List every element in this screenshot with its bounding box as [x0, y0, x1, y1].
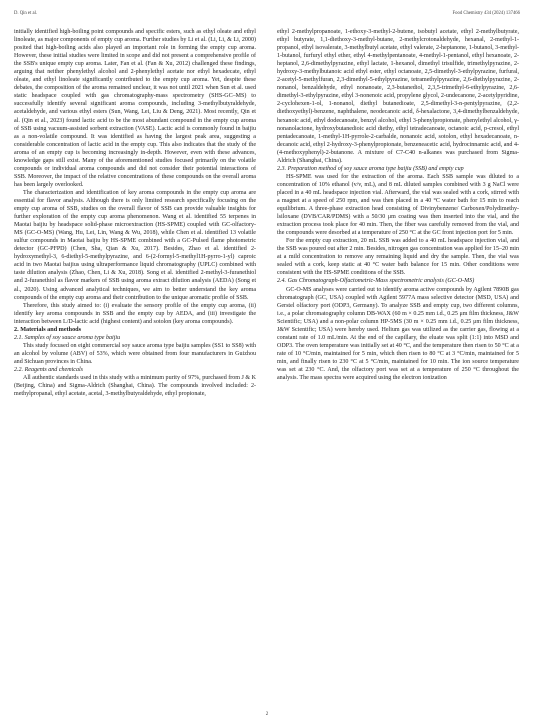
- right-column: [277, 28, 519, 710]
- subsection-heading: 2.3. Preparation method of soy sauce aroma type baijiu (SSB) and empty cup: [277, 165, 464, 172]
- subsection-heading: 2.1. Samples of soy sauce aroma type baijiu: [14, 334, 121, 341]
- header-authors: D. Qin et al.: [14, 11, 38, 16]
- subsection-heading: 2.2. Reagents and chemicals: [14, 366, 84, 373]
- header-journal: Food Chemistry 434 (2024) 137466: [452, 11, 520, 16]
- left-column: [14, 28, 256, 710]
- paragraph: The characterization and identification of key aroma compounds in the empty cup aroma are essential for flavor analysis. Although there is only limited research specifically focusing on the empty cup aroma of SSB, studies on the overall flavor of SSB can provide valuable insights for further exploration of the empty cup aroma phenomenon. Wang et al. identified 55 terpenes in Maotai baijiu by headspace solid-phase microextraction (HS-SPME) coupled with GC-olfactory-MS (GC-O-MS) (Wang, Hu, Lei, Lin, Wang & Wu, 2018), while Chen et al. identified 13 volatile sulfur compounds in Maotai baijiu by HS-SPME combined with a GC-Pulsed flame photometric detector (GC-PFPD) (Chen, Sha, Qian & Xu, 2017). Besides, Zhao et al. identified 2-hydroxymethyl-3, 6-diethyl-5-methylpyrazine, and 6-(2-formyl-5-methyl1H-pyrro-1-yl) caproic acid in two Maotai baijius using ultraperformance liquid chromatography (UPLC) combined with taste dilution analysis (Zhao, Chen, Li & Xu, 2018). Song et al. identified 2-methyl-3-furanethiol and 2-furanethiol as flavor markers of SSB using aroma extract dilution analysis (AEDA) (Song et al., 2020). Using advanced analytical techniques, we aim to better understand the key aroma compounds of the empty cup aroma and their contribution to the unique aromatic profile of SSB.: [14, 189, 256, 301]
- page-number: 2: [265, 712, 269, 717]
- paragraph: Therefore, this study aimed to: (i) evaluate the sensory profile of the empty cup aroma, (ii) identify key aroma compounds in SSB and the empty cup by AEDA, and (iii) investigate the interaction between L/D-lactic acid (highest content) and sotolon (key aroma compounds).: [14, 302, 256, 325]
- paragraph: For the empty cup extraction, 20 mL SSB was added to a 40 mL headspace injection vial, and the SSB was poured out after 2 min. Besides, nitrogen gas concentration was applied for 15–20 min at a mild concentration to remove any remaining liquid and dry the sample. Then, the vial was sealed with a cork, keep static at 40 °C water bath balance for 15 min. Other conditions were consistent with the HS-SPME conditions of the SSB.: [277, 238, 519, 277]
- paragraph: initially identified high-boiling point compounds and specific esters, such as ethyl oleate and ethyl linoleate, as major components of empty cup aroma. Further studies by Li et al. (Li, Li, & Li, 2000) posited that high-boiling acids also played an important role in forming the empty cup aroma. However, these initial studies were limited in scope and did not present a comprehensive profile of the SSB's unique empty cup aroma. Later, Fan et al. (Fan & Xu, 2012) challenged these findings, arguing that neither phenylethyl alcohol and 2-phenylethyl acetate nor ethyl hexadecate, ethyl oleate, and ethyl linoleate significantly contributed to the empty cup aroma. Yet, despite these debates, the composition of the aroma remained unclear, it was not until 2021 when Sun et al. used static headspace coupled with gas chromatography-mass spectrometry (SHS-GC–MS) to successfully identify several significant aroma compounds, including 3-methylbutyraldehyde, acetaldehyde, and various ethyl esters (Sun, Wang, Lei, Liu & Deng, 2021). Most recently, Qin et al. (Qin et al., 2023) found lactic acid to be the most abundant compound in the empty cup aroma of SSB using vacuum-assisted sorbent extraction (VASE). Lactic acid is commonly found in baijiu as a non-volatile compound. It was identified as having the largest peak area, suggesting a considerable concentration of lactic acid in the empty cup. This also indicates that the study of the aroma of an empty cup is becoming increasingly in-depth. However, even with these advances, knowledge gaps still exist. Many of the aforementioned studies focused primarily on the volatile compounds or individual aroma compounds and did not consider their potential interactions of SSB. Moreover, the impact of the relative concentrations of these compounds on the overall aroma has been largely overlooked.: [14, 29, 256, 188]
- paragraph: HS-SPME was used for the extraction of the aroma. Each SSB sample was diluted to a concentration of 10% ethanol (v/v, mL), and 8 mL diluted samples combined with 3 g NaCl were placed in a 40 mL headspace injection vial. Afterward, the vial was sealed with a cork, stirred with a magnet at a speed of 250 rpm, and was then placed in a 40 °C water bath for 15 min to reach equilibrium. A three-phase extraction head consisting of Divinybenzene/ Carboxen/Polydimethy-lsiloxane (DVB/CAR/PDMS) with a 50/30 μm coating was then inserted into the vial, and the extraction process took place for 40 min. Then, the fiber was carefully removed from the vial, and the compounds were desorbed at a temperature of 250 °C at the GC front injection port for 5 min.: [277, 173, 519, 237]
- running-header: [14, 11, 520, 16]
- paragraph: GC-O-MS analyses were carried out to identify aroma active compounds by Agilent 7890B gas chromatograph (GC, USA) coupled with Agilent 5977A mass selective detector (MSD, USA) and Gerstel olfactory port (ODP3, Germany). To analyze SSB and empty cup, two different columns, i.e., a polar chromatography column DB-WAX (60 m × 0.25 mm i.d., 0.25 μm film thickness, J&W Scientific; USA) and a non-polar column HP-5MS (30 m × 0.25 mm i.d., 0.25 μm film thickness, J&W Scientific; USA) were hereby used. Helium gas was utilized as the carrier gas, flowing at a constant rate of 1.0 mL/min. At the end of the capillary, the eluate was split (1:1) into MSD and ODP3. The oven temperature was initially set at 40 °C, and the temperature then risen to 50 °C at a rate of 10 °C/min, maintained for 5 min, which then risen to 80 °C at 3 °C/min, maintained for 5 min, and finally risen to 230 °C at 5 °C/min, maintained for 10 min. The ion source temperature was set at 230 °C. And, the olfactory port was set at a temperature of 250 °C throughout the analysis. The mass spectra were acquired using the electron ionization: [277, 286, 519, 382]
- subsection-heading: 2.4. Gas Chromatograph-Olfactometric-Mass spectrometric analysis (GC-O-MS): [277, 278, 475, 285]
- paragraph: This study focused on eight commercial soy sauce aroma type baijiu samples (SS1 to SS8) with an alcohol by volume (ABV) of 53%, which were obtained from four manufacturers in Guizhou and Sichuan provinces in China.: [14, 342, 256, 365]
- section-heading: 2. Materials and methods: [14, 325, 82, 333]
- paragraph: All authentic standards used in this study with a minimum purity of 97%, purchased from J & K (Beijing, China) and Sigma-Aldrich (Shanghai, China). The compounds involved included: 2-methylpropanal, ethyl acetate, acetal, 3-methylbutyraldehyde, ethyl propionate,: [14, 375, 256, 398]
- paragraph: ethyl 2-methylpropanoate, 1-ethoxy-3-methyl-2-butene, isobutyl acetate, ethyl 2-methylbutyrate, ethyl butyrate, 1,1-diethoxy-3-methyl-butane, 2-methylcrotonaldehyde, hexanal, 2-methyl-1-propanol, ethyl isovalerate, 3-methylbutyl acetate, ethyl valerate, 2-heptanone, 1-butanol, 3-methyl-1-butanol, furfuryl ethyl ether, ethyl 4-methylpentanoate, 4-methyl-1-pentanol, ethyl hexanoate, 2-heptanol, 2,6-dimethylpyrazine, ethyl lactate, 1-hexanol, dimethyl trisulfide, trimethylpyrazine, 2-hydroxy-3-methylbutanoic acid ethyl ester, ethyl octanoate, 2,5-dimethyl-3-ethylpyrazine, furfural, 2-acetyl-5-methylfuran, 2,3-dimethyl-5-ethylpyrazine, tetramethylpyrazine, 2,6-diethylpyrazine, 2-nonanol, benzaldehyde, ethyl nonanoate, 2,3-butanediol, 2,3,5-trimethyl-6-ethylpyrazine, 2,6-dimethyl-3-ethylpyrazine, ethyl 3-nonenoic acid, propylene glycol, 2-undecanone, 2-acetylpyridine, 2-cyclohexen-1-ol, 1-nonanol, diethyl butanedioate, 2,5-dimethyl-3-n-pentylpyrazine, (2,2-diethoxyethyl)-benzene, naphthalene, neodecanoic acid, δ-hexalactone, 3,4-dimethylbenzaldehyde, hexanoic acid, ethyl dodecanoate, benzyl alcohol, ethyl 3-phenylpropionate, phenylethyl alcohol, γ-nonanolactone, hydroxybutanedioic acid diethy, ethyl tetradecanoate, octanoic acid, p-cresol, ethyl pentadecanoate, 1-methyl-1H-pyrrole-2-carbalde, nonanoic acid, sotolon, ethyl hexadecanoate, n-decanoic acid, ethyl 2-hydroxy-3-phenylpropionate, benzeneacetic acid, hydrocinnamic acid, and 4-(4-methoxyphenyl)-2-butanone. A mixture of C7-C40 n-alkanes was purchased from Sigma-Aldrich (Shanghai, China).: [277, 29, 519, 164]
